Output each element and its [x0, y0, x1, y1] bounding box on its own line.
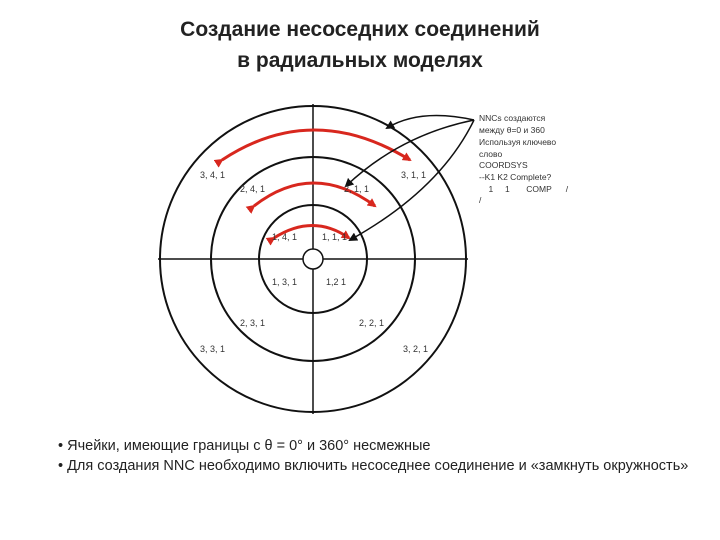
cell-label-3-3-1: 3, 3, 1	[200, 344, 226, 354]
center-well	[303, 249, 323, 269]
cell-label-1-4-1: 1, 4, 1	[272, 232, 298, 242]
title-line-2: в радиальных моделях	[237, 49, 483, 72]
cell-label-3-2-1: 3, 2, 1	[403, 344, 429, 354]
note-line-2: между θ=0 и 360	[479, 125, 545, 135]
bullet-item-1: • Ячейки, имеющие границы с θ = 0° и 360° несмежные	[58, 438, 431, 454]
cell-label-3-4-1: 3, 4, 1	[200, 170, 226, 180]
cell-label-2-3-1: 2, 3, 1	[240, 318, 266, 328]
note-line-7: 1 1 COMP /	[479, 184, 569, 194]
note-arrow-inner	[350, 120, 474, 240]
cell-label-1-3-1: 1, 3, 1	[272, 277, 298, 287]
note-arrow-outer	[387, 116, 474, 129]
cell-label-2-2-1: 2, 2, 1	[359, 318, 385, 328]
note-line-1: NNCs создаются	[479, 113, 546, 123]
note-line-6: --K1 K2 Complete?	[479, 172, 552, 182]
cell-label-1-2-1: 1,2 1	[326, 277, 347, 287]
note-line-8: /	[479, 195, 482, 205]
nnc-annotation-note	[479, 113, 569, 205]
bullet-list	[58, 436, 698, 476]
title-line-1: Создание несоседних соединений	[180, 18, 540, 41]
cell-label-2-4-1: 2, 4, 1	[240, 184, 266, 194]
note-line-3: Используя ключево	[479, 137, 557, 147]
note-line-4: слово	[479, 149, 503, 159]
cell-label-2-1-1: 2, 1, 1	[344, 184, 370, 194]
cell-label-3-1-1: 3, 1, 1	[401, 170, 427, 180]
bullet-item-2: • Для создания NNC необходимо включить несоседнее соединение и «замкнуть окружность»	[58, 458, 689, 474]
note-line-5: COORDSYS	[479, 160, 528, 170]
cell-label-1-1-1: 1, 1, 1	[322, 232, 348, 242]
red-arc-outer	[222, 130, 410, 160]
